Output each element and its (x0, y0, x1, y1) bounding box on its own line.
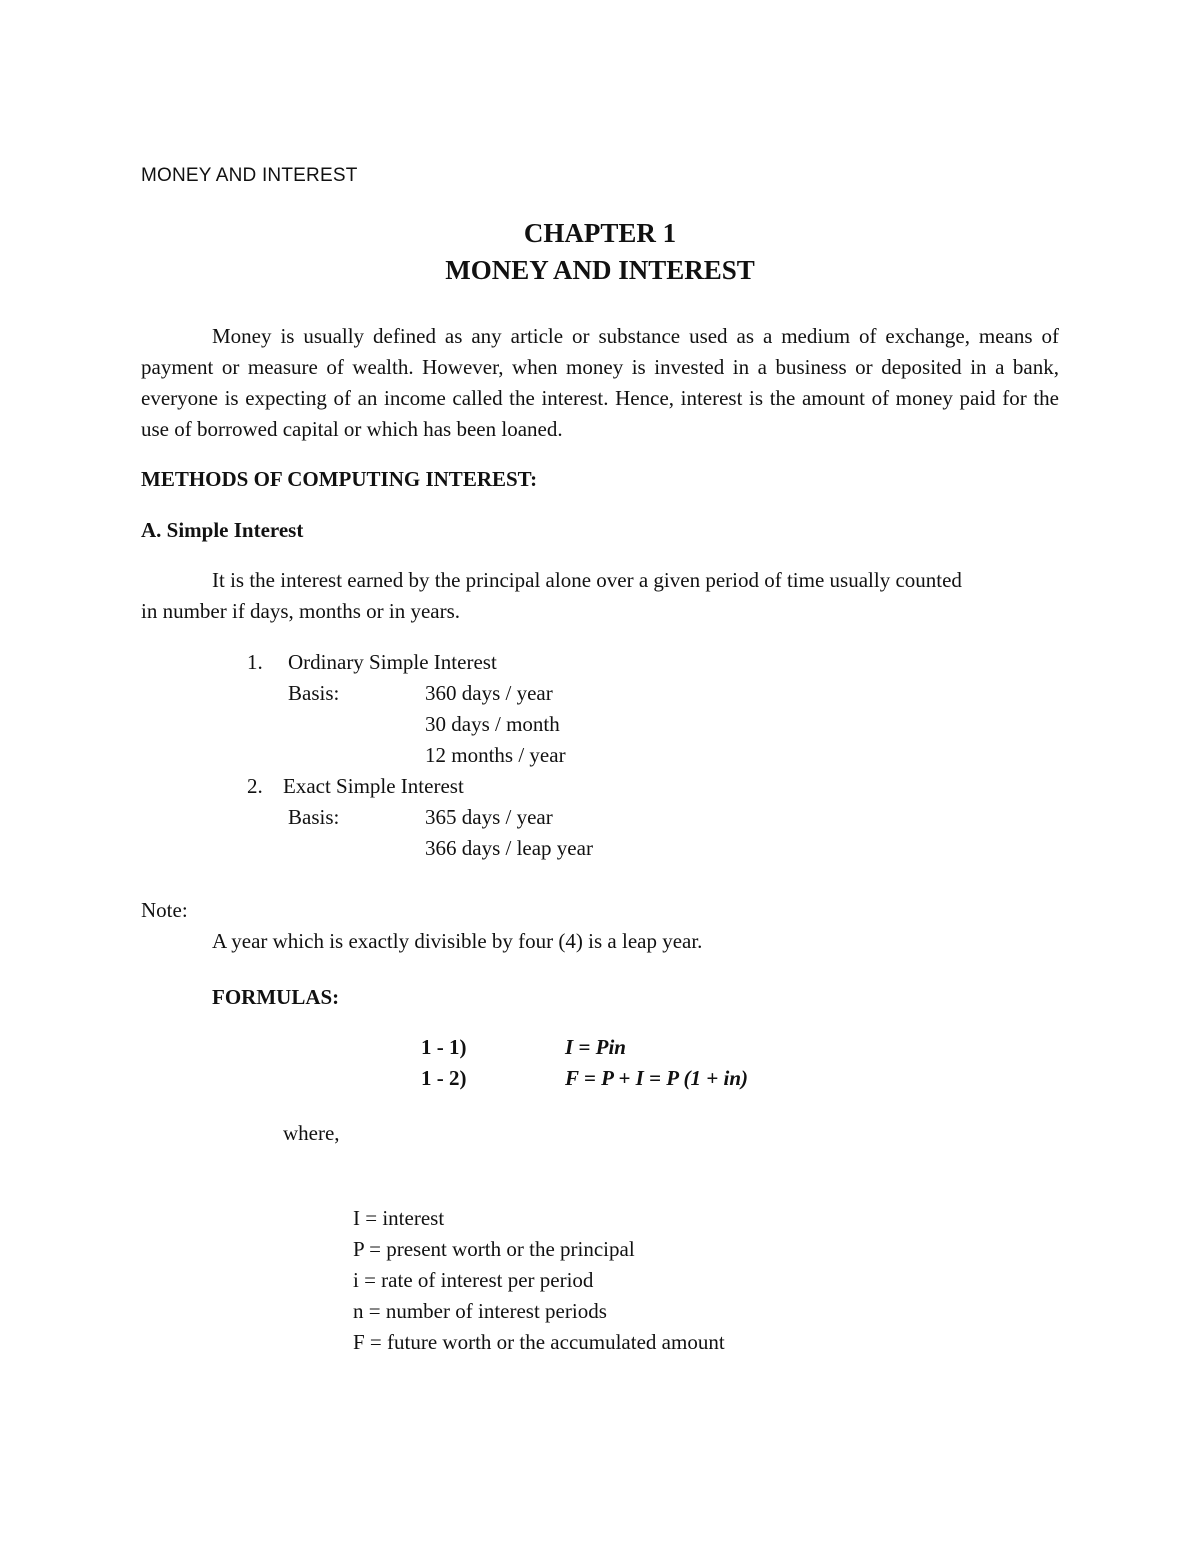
type-number-2: 2. (247, 774, 263, 798)
running-header: MONEY AND INTEREST (141, 165, 358, 186)
note-label: Note: (141, 898, 188, 922)
basis-value: 366 days / leap year (425, 836, 593, 860)
definition-periods: n = number of interest periods (353, 1299, 607, 1323)
formula-expression: I = Pin (565, 1035, 626, 1059)
formula-number: 1 - 2) (421, 1066, 467, 1090)
basis-value: 365 days / year (425, 805, 553, 829)
formula-expression: F = P + I = P (1 + in) (565, 1066, 749, 1090)
intro-paragraph: Money is usually defined as any article or substance used as a medium of exchange, means of payment or measure of wealth. However, when money is invested in a business or deposited in a bank, everyone is expecting of an income called the interest. Hence, interest is the amount of money paid for the use of borrowed capital or which has been loaned. (141, 324, 1059, 441)
simple-interest-heading: A. Simple Interest (141, 518, 304, 542)
methods-heading: METHODS OF COMPUTING INTEREST: (141, 467, 538, 491)
simple-interest-line-2: in number if days, months or in years. (141, 599, 461, 623)
type-number-1: 1. (247, 650, 263, 674)
simple-interest-line-1: It is the interest earned by the principal alone over a given period of time usually counted (212, 568, 962, 592)
chapter-number: CHAPTER 1 (523, 218, 677, 248)
basis-value: 30 days / month (425, 712, 560, 736)
basis-label: Basis: (288, 681, 340, 705)
where-label: where, (283, 1121, 340, 1145)
definition-principal: P = present worth or the principal (353, 1237, 635, 1261)
chapter-title: MONEY AND INTEREST (445, 255, 755, 285)
formulas-heading: FORMULAS: (212, 985, 340, 1009)
basis-value: 12 months / year (425, 743, 566, 767)
definition-rate: i = rate of interest per period (353, 1268, 594, 1292)
note-text: A year which is exactly divisible by four (4) is a leap year. (212, 929, 703, 953)
type-name-exact: Exact Simple Interest (283, 774, 464, 798)
basis-label: Basis: (288, 805, 340, 829)
definition-interest: I = interest (353, 1206, 445, 1230)
type-name-ordinary: Ordinary Simple Interest (288, 650, 497, 674)
formula-number: 1 - 1) (421, 1035, 467, 1059)
definition-future-worth: F = future worth or the accumulated amount (353, 1330, 725, 1354)
basis-value: 360 days / year (425, 681, 553, 705)
